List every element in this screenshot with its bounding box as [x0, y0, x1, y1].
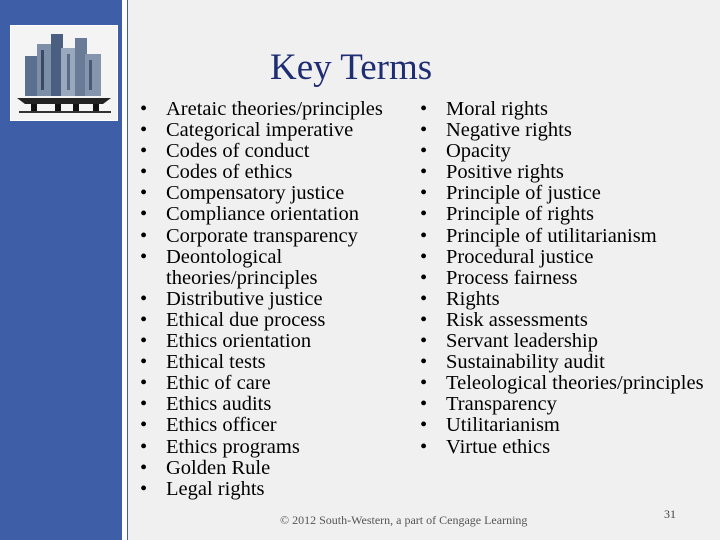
list-item: • Ethics orientation: [140, 331, 408, 352]
list-item: • Categorical imperative: [140, 120, 408, 141]
list-item: • Transparency: [420, 394, 710, 415]
list-item: • Principle of justice: [420, 183, 710, 204]
list-item: • Procedural justice: [420, 247, 710, 268]
list-item: • Compliance orientation: [140, 204, 408, 225]
list-item: • Process fairness: [420, 268, 710, 289]
left-terms-list: [140, 99, 408, 500]
list-item: • Sustainability audit: [420, 352, 710, 373]
list-item: • Ethics officer: [140, 415, 408, 436]
list-item: • Ethical tests: [140, 352, 408, 373]
list-item: • Codes of ethics: [140, 162, 408, 183]
list-item: • Deontological theories/principles: [140, 247, 408, 289]
list-item: • Risk assessments: [420, 310, 710, 331]
list-item: • Ethic of care: [140, 373, 408, 394]
sidebar-stripe: [122, 0, 127, 540]
list-item: • Rights: [420, 289, 710, 310]
list-item: • Virtue ethics: [420, 437, 710, 458]
list-item: • Principle of utilitarianism: [420, 226, 710, 247]
list-item: • Aretaic theories/principles: [140, 99, 408, 120]
page-number: 31: [664, 507, 676, 521]
list-item: • Ethical due process: [140, 310, 408, 331]
slide-title: Key Terms: [270, 47, 433, 88]
list-item: • Compensatory justice: [140, 183, 408, 204]
list-item: • Golden Rule: [140, 458, 408, 479]
list-item: • Negative rights: [420, 120, 710, 141]
list-item: • Utilitarianism: [420, 415, 710, 436]
right-terms-list: [420, 99, 710, 458]
list-item: • Opacity: [420, 141, 710, 162]
list-item: • Positive rights: [420, 162, 710, 183]
list-item: • Ethics programs: [140, 437, 408, 458]
copyright-footer: © 2012 South-Western, a part of Cengage Learning: [280, 513, 528, 527]
list-item: • Servant leadership: [420, 331, 710, 352]
list-item: • Distributive justice: [140, 289, 408, 310]
list-item: • Principle of rights: [420, 204, 710, 225]
list-item: • Codes of conduct: [140, 141, 408, 162]
list-item: • Teleological theories/principles: [420, 373, 710, 394]
list-item: • Ethics audits: [140, 394, 408, 415]
list-item: • Corporate transparency: [140, 226, 408, 247]
city-buildings-logo-icon: [10, 25, 118, 121]
list-item: • Legal rights: [140, 479, 408, 500]
list-item: • Moral rights: [420, 99, 710, 120]
